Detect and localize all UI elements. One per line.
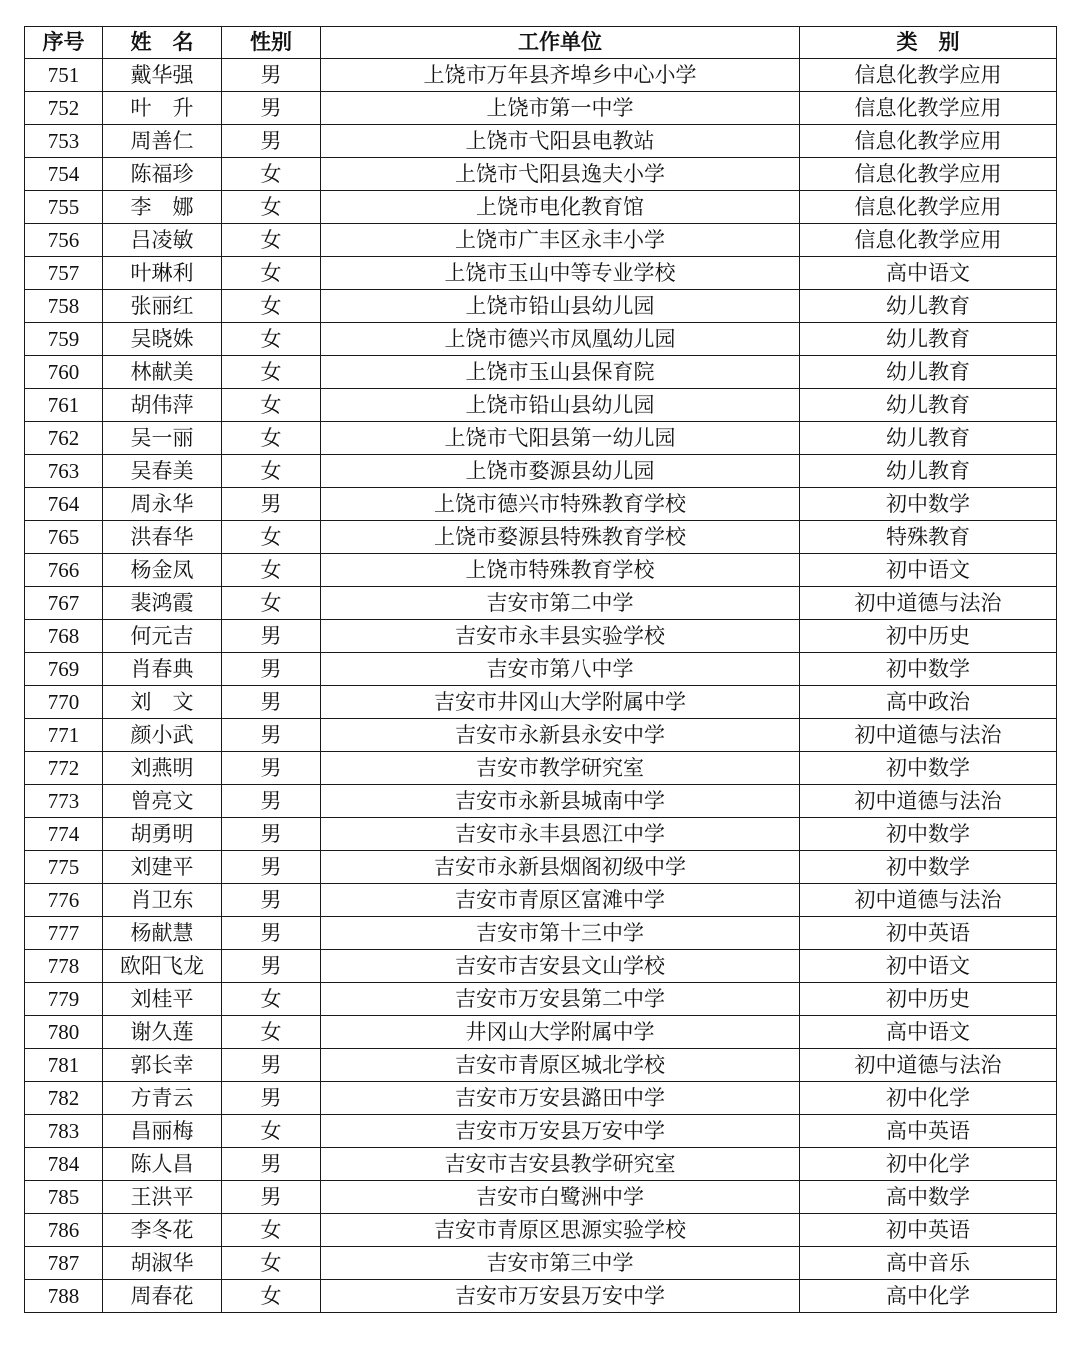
gender-cell: 女 <box>222 1016 321 1049</box>
name-cell: 刘 文 <box>103 686 222 719</box>
table-row <box>25 752 1057 785</box>
table-row <box>25 1016 1057 1049</box>
table-row <box>25 323 1057 356</box>
serial-number-cell: 760 <box>25 356 103 389</box>
category-cell: 信息化教学应用 <box>800 224 1057 257</box>
table-row <box>25 125 1057 158</box>
table-row <box>25 1181 1057 1214</box>
work-unit-cell: 吉安市永新县城南中学 <box>321 785 800 818</box>
serial-number-cell: 779 <box>25 983 103 1016</box>
serial-number-cell: 761 <box>25 389 103 422</box>
category-cell: 幼儿教育 <box>800 389 1057 422</box>
gender-cell: 男 <box>222 851 321 884</box>
name-cell: 谢久莲 <box>103 1016 222 1049</box>
work-unit-cell: 上饶市婺源县特殊教育学校 <box>321 521 800 554</box>
gender-cell: 女 <box>222 1280 321 1313</box>
gender-cell: 男 <box>222 620 321 653</box>
gender-cell: 女 <box>222 191 321 224</box>
name-cell: 周春花 <box>103 1280 222 1313</box>
header-name: 姓 名 <box>103 27 222 59</box>
table-header <box>25 27 1057 59</box>
gender-cell: 男 <box>222 686 321 719</box>
serial-number-cell: 778 <box>25 950 103 983</box>
table-row <box>25 719 1057 752</box>
work-unit-cell: 吉安市吉安县教学研究室 <box>321 1148 800 1181</box>
gender-cell: 男 <box>222 92 321 125</box>
gender-cell: 男 <box>222 488 321 521</box>
gender-cell: 女 <box>222 356 321 389</box>
serial-number-cell: 776 <box>25 884 103 917</box>
serial-number-cell: 783 <box>25 1115 103 1148</box>
serial-number-cell: 759 <box>25 323 103 356</box>
serial-number-cell: 768 <box>25 620 103 653</box>
serial-number-cell: 770 <box>25 686 103 719</box>
category-cell: 幼儿教育 <box>800 422 1057 455</box>
gender-cell: 女 <box>222 554 321 587</box>
serial-number-cell: 754 <box>25 158 103 191</box>
work-unit-cell: 吉安市第三中学 <box>321 1247 800 1280</box>
work-unit-cell: 上饶市玉山县保育院 <box>321 356 800 389</box>
gender-cell: 男 <box>222 1049 321 1082</box>
serial-number-cell: 752 <box>25 92 103 125</box>
table-row <box>25 92 1057 125</box>
category-cell: 初中数学 <box>800 818 1057 851</box>
gender-cell: 女 <box>222 158 321 191</box>
name-cell: 吕凌敏 <box>103 224 222 257</box>
serial-number-cell: 785 <box>25 1181 103 1214</box>
table-row <box>25 422 1057 455</box>
table-row <box>25 191 1057 224</box>
serial-number-cell: 756 <box>25 224 103 257</box>
table-row <box>25 686 1057 719</box>
gender-cell: 男 <box>222 1148 321 1181</box>
serial-number-cell: 765 <box>25 521 103 554</box>
work-unit-cell: 吉安市青原区城北学校 <box>321 1049 800 1082</box>
work-unit-cell: 吉安市井冈山大学附属中学 <box>321 686 800 719</box>
serial-number-cell: 758 <box>25 290 103 323</box>
serial-number-cell: 751 <box>25 59 103 92</box>
work-unit-cell: 吉安市万安县万安中学 <box>321 1280 800 1313</box>
serial-number-cell: 767 <box>25 587 103 620</box>
serial-number-cell: 762 <box>25 422 103 455</box>
table-row <box>25 1115 1057 1148</box>
work-unit-cell: 吉安市第十三中学 <box>321 917 800 950</box>
category-cell: 特殊教育 <box>800 521 1057 554</box>
category-cell: 初中道德与法治 <box>800 719 1057 752</box>
category-cell: 幼儿教育 <box>800 290 1057 323</box>
table-row <box>25 1082 1057 1115</box>
table-row <box>25 1049 1057 1082</box>
work-unit-cell: 上饶市玉山中等专业学校 <box>321 257 800 290</box>
work-unit-cell: 吉安市青原区思源实验学校 <box>321 1214 800 1247</box>
name-cell: 昌丽梅 <box>103 1115 222 1148</box>
table-body <box>25 59 1057 1313</box>
work-unit-cell: 吉安市白鹭洲中学 <box>321 1181 800 1214</box>
category-cell: 信息化教学应用 <box>800 59 1057 92</box>
name-cell: 颜小武 <box>103 719 222 752</box>
name-cell: 胡淑华 <box>103 1247 222 1280</box>
gender-cell: 男 <box>222 719 321 752</box>
table-row <box>25 917 1057 950</box>
table-row <box>25 455 1057 488</box>
name-cell: 吴一丽 <box>103 422 222 455</box>
table-row <box>25 1280 1057 1313</box>
gender-cell: 女 <box>222 389 321 422</box>
work-unit-cell: 上饶市广丰区永丰小学 <box>321 224 800 257</box>
gender-cell: 男 <box>222 59 321 92</box>
work-unit-cell: 上饶市弋阳县逸夫小学 <box>321 158 800 191</box>
table-row <box>25 521 1057 554</box>
work-unit-cell: 上饶市特殊教育学校 <box>321 554 800 587</box>
gender-cell: 男 <box>222 653 321 686</box>
name-cell: 方青云 <box>103 1082 222 1115</box>
name-cell: 胡勇明 <box>103 818 222 851</box>
category-cell: 幼儿教育 <box>800 455 1057 488</box>
header-serial-number: 序号 <box>25 27 103 59</box>
table-row <box>25 818 1057 851</box>
table-row <box>25 158 1057 191</box>
category-cell: 初中化学 <box>800 1148 1057 1181</box>
serial-number-cell: 763 <box>25 455 103 488</box>
category-cell: 高中语文 <box>800 1016 1057 1049</box>
serial-number-cell: 781 <box>25 1049 103 1082</box>
serial-number-cell: 766 <box>25 554 103 587</box>
name-cell: 刘桂平 <box>103 983 222 1016</box>
work-unit-cell: 上饶市万年县齐埠乡中心小学 <box>321 59 800 92</box>
table-row <box>25 785 1057 818</box>
name-cell: 陈人昌 <box>103 1148 222 1181</box>
table-row <box>25 488 1057 521</box>
serial-number-cell: 753 <box>25 125 103 158</box>
table-row <box>25 389 1057 422</box>
category-cell: 高中政治 <box>800 686 1057 719</box>
work-unit-cell: 吉安市永新县烟阁初级中学 <box>321 851 800 884</box>
table-row <box>25 224 1057 257</box>
gender-cell: 女 <box>222 1214 321 1247</box>
serial-number-cell: 755 <box>25 191 103 224</box>
name-cell: 戴华强 <box>103 59 222 92</box>
work-unit-cell: 吉安市青原区富滩中学 <box>321 884 800 917</box>
gender-cell: 女 <box>222 224 321 257</box>
table-row <box>25 1247 1057 1280</box>
category-cell: 初中化学 <box>800 1082 1057 1115</box>
work-unit-cell: 上饶市德兴市特殊教育学校 <box>321 488 800 521</box>
work-unit-cell: 井冈山大学附属中学 <box>321 1016 800 1049</box>
name-cell: 杨金凤 <box>103 554 222 587</box>
work-unit-cell: 上饶市弋阳县第一幼儿园 <box>321 422 800 455</box>
name-cell: 郭长幸 <box>103 1049 222 1082</box>
name-cell: 李冬花 <box>103 1214 222 1247</box>
work-unit-cell: 吉安市万安县潞田中学 <box>321 1082 800 1115</box>
header-gender: 性别 <box>222 27 321 59</box>
table-row <box>25 653 1057 686</box>
table-row <box>25 587 1057 620</box>
gender-cell: 男 <box>222 1181 321 1214</box>
category-cell: 初中英语 <box>800 1214 1057 1247</box>
category-cell: 信息化教学应用 <box>800 191 1057 224</box>
category-cell: 初中数学 <box>800 752 1057 785</box>
name-cell: 何元吉 <box>103 620 222 653</box>
gender-cell: 女 <box>222 521 321 554</box>
serial-number-cell: 775 <box>25 851 103 884</box>
work-unit-cell: 上饶市电化教育馆 <box>321 191 800 224</box>
name-cell: 叶 升 <box>103 92 222 125</box>
serial-number-cell: 788 <box>25 1280 103 1313</box>
gender-cell: 女 <box>222 1247 321 1280</box>
gender-cell: 女 <box>222 455 321 488</box>
table-row <box>25 554 1057 587</box>
work-unit-cell: 吉安市吉安县文山学校 <box>321 950 800 983</box>
gender-cell: 女 <box>222 422 321 455</box>
serial-number-cell: 786 <box>25 1214 103 1247</box>
gender-cell: 男 <box>222 125 321 158</box>
serial-number-cell: 772 <box>25 752 103 785</box>
serial-number-cell: 782 <box>25 1082 103 1115</box>
category-cell: 初中数学 <box>800 653 1057 686</box>
table-row <box>25 257 1057 290</box>
category-cell: 初中道德与法治 <box>800 884 1057 917</box>
name-cell: 肖春典 <box>103 653 222 686</box>
category-cell: 信息化教学应用 <box>800 125 1057 158</box>
table-row <box>25 1148 1057 1181</box>
name-cell: 吴晓姝 <box>103 323 222 356</box>
name-cell: 陈福珍 <box>103 158 222 191</box>
category-cell: 初中历史 <box>800 983 1057 1016</box>
serial-number-cell: 764 <box>25 488 103 521</box>
name-cell: 肖卫东 <box>103 884 222 917</box>
category-cell: 初中道德与法治 <box>800 587 1057 620</box>
work-unit-cell: 吉安市永丰县恩江中学 <box>321 818 800 851</box>
work-unit-cell: 吉安市万安县第二中学 <box>321 983 800 1016</box>
work-unit-cell: 上饶市铅山县幼儿园 <box>321 290 800 323</box>
serial-number-cell: 784 <box>25 1148 103 1181</box>
serial-number-cell: 780 <box>25 1016 103 1049</box>
table-row <box>25 356 1057 389</box>
gender-cell: 女 <box>222 323 321 356</box>
gender-cell: 女 <box>222 1115 321 1148</box>
category-cell: 幼儿教育 <box>800 323 1057 356</box>
name-cell: 刘建平 <box>103 851 222 884</box>
name-cell: 胡伟萍 <box>103 389 222 422</box>
name-cell: 李 娜 <box>103 191 222 224</box>
serial-number-cell: 769 <box>25 653 103 686</box>
gender-cell: 男 <box>222 818 321 851</box>
category-cell: 高中化学 <box>800 1280 1057 1313</box>
category-cell: 高中数学 <box>800 1181 1057 1214</box>
gender-cell: 男 <box>222 752 321 785</box>
name-cell: 裴鸿霞 <box>103 587 222 620</box>
work-unit-cell: 吉安市第二中学 <box>321 587 800 620</box>
gender-cell: 男 <box>222 950 321 983</box>
category-cell: 高中语文 <box>800 257 1057 290</box>
serial-number-cell: 774 <box>25 818 103 851</box>
serial-number-cell: 773 <box>25 785 103 818</box>
name-cell: 吴春美 <box>103 455 222 488</box>
gender-cell: 女 <box>222 290 321 323</box>
category-cell: 初中数学 <box>800 851 1057 884</box>
name-cell: 周永华 <box>103 488 222 521</box>
work-unit-cell: 上饶市婺源县幼儿园 <box>321 455 800 488</box>
serial-number-cell: 771 <box>25 719 103 752</box>
work-unit-cell: 吉安市第八中学 <box>321 653 800 686</box>
category-cell: 高中英语 <box>800 1115 1057 1148</box>
category-cell: 幼儿教育 <box>800 356 1057 389</box>
gender-cell: 男 <box>222 884 321 917</box>
gender-cell: 男 <box>222 785 321 818</box>
serial-number-cell: 777 <box>25 917 103 950</box>
serial-number-cell: 757 <box>25 257 103 290</box>
work-unit-cell: 吉安市永新县永安中学 <box>321 719 800 752</box>
table-row <box>25 1214 1057 1247</box>
table-row <box>25 884 1057 917</box>
table-row <box>25 290 1057 323</box>
category-cell: 初中道德与法治 <box>800 1049 1057 1082</box>
table-row <box>25 620 1057 653</box>
name-cell: 洪春华 <box>103 521 222 554</box>
work-unit-cell: 吉安市教学研究室 <box>321 752 800 785</box>
category-cell: 初中英语 <box>800 917 1057 950</box>
work-unit-cell: 吉安市永丰县实验学校 <box>321 620 800 653</box>
category-cell: 初中历史 <box>800 620 1057 653</box>
header-work-unit: 工作单位 <box>321 27 800 59</box>
header-row <box>25 27 1057 59</box>
work-unit-cell: 上饶市德兴市凤凰幼儿园 <box>321 323 800 356</box>
table-row <box>25 983 1057 1016</box>
category-cell: 初中数学 <box>800 488 1057 521</box>
work-unit-cell: 上饶市铅山县幼儿园 <box>321 389 800 422</box>
gender-cell: 女 <box>222 983 321 1016</box>
table-row <box>25 59 1057 92</box>
gender-cell: 男 <box>222 1082 321 1115</box>
name-cell: 周善仁 <box>103 125 222 158</box>
category-cell: 初中语文 <box>800 950 1057 983</box>
gender-cell: 女 <box>222 257 321 290</box>
category-cell: 信息化教学应用 <box>800 158 1057 191</box>
table-row <box>25 950 1057 983</box>
name-cell: 叶琳利 <box>103 257 222 290</box>
category-cell: 高中音乐 <box>800 1247 1057 1280</box>
name-cell: 刘燕明 <box>103 752 222 785</box>
name-cell: 林献美 <box>103 356 222 389</box>
name-cell: 欧阳飞龙 <box>103 950 222 983</box>
category-cell: 初中语文 <box>800 554 1057 587</box>
category-cell: 信息化教学应用 <box>800 92 1057 125</box>
roster-table <box>24 26 1057 1313</box>
category-cell: 初中道德与法治 <box>800 785 1057 818</box>
name-cell: 曾亮文 <box>103 785 222 818</box>
gender-cell: 男 <box>222 917 321 950</box>
name-cell: 张丽红 <box>103 290 222 323</box>
work-unit-cell: 吉安市万安县万安中学 <box>321 1115 800 1148</box>
name-cell: 王洪平 <box>103 1181 222 1214</box>
name-cell: 杨献慧 <box>103 917 222 950</box>
table-row <box>25 851 1057 884</box>
header-category: 类 别 <box>800 27 1057 59</box>
work-unit-cell: 上饶市弋阳县电教站 <box>321 125 800 158</box>
work-unit-cell: 上饶市第一中学 <box>321 92 800 125</box>
serial-number-cell: 787 <box>25 1247 103 1280</box>
gender-cell: 女 <box>222 587 321 620</box>
